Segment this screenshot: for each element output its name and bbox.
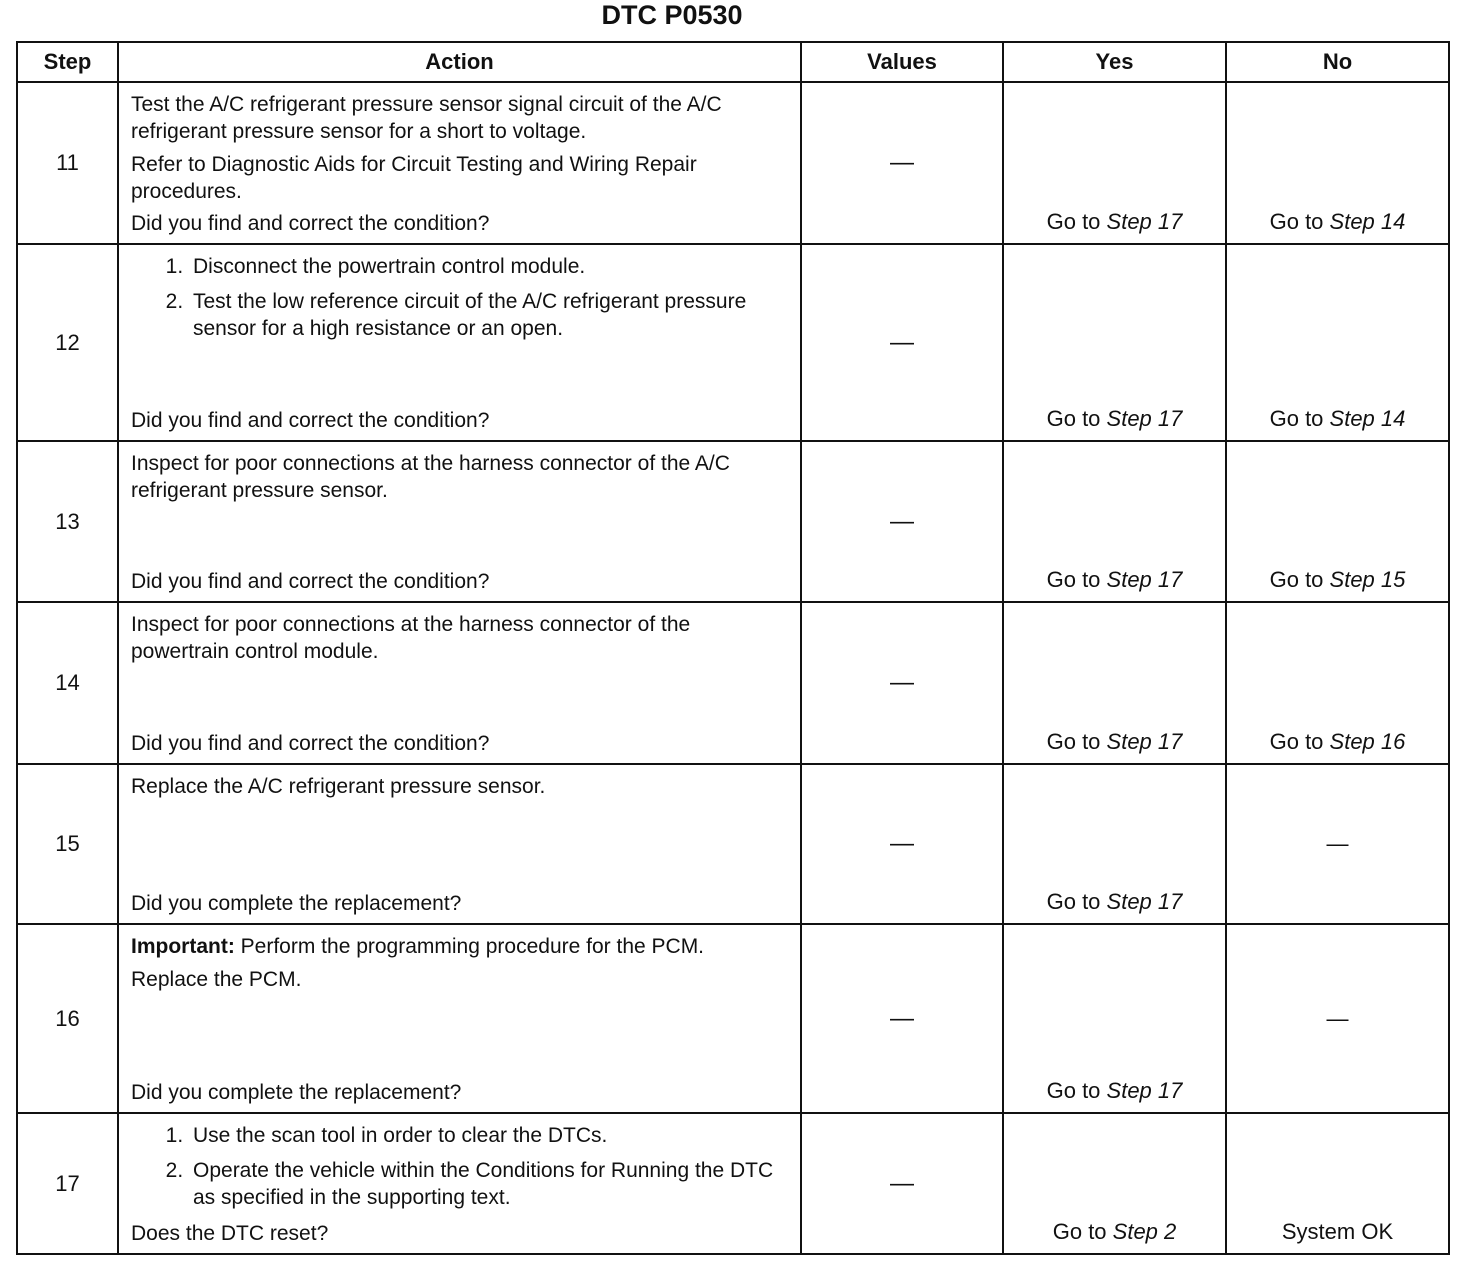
page-title: DTC P0530	[601, 0, 743, 30]
step-cell: 11	[17, 82, 118, 244]
important-label: Important:	[131, 935, 235, 958]
action-body	[119, 245, 800, 342]
action-body	[119, 925, 800, 993]
action-question: Did you find and correct the condition?	[131, 212, 490, 235]
no-step-ref: Step 14	[1329, 209, 1406, 234]
no-prefix: Go to	[1269, 567, 1330, 592]
diagnostic-table	[16, 41, 1450, 1255]
values-cell: —	[801, 924, 1003, 1113]
action-cell	[118, 441, 801, 602]
step-cell: 17	[17, 1113, 118, 1254]
no-step-ref: Step 14	[1329, 406, 1406, 431]
table-body	[17, 82, 1449, 1254]
table-row	[17, 82, 1449, 244]
values-cell: —	[801, 244, 1003, 441]
action-cell	[118, 244, 801, 441]
values-cell: —	[801, 764, 1003, 924]
values-cell: —	[801, 82, 1003, 244]
action-cell	[118, 1113, 801, 1254]
step-cell: 14	[17, 602, 118, 764]
no-cell	[1226, 244, 1449, 441]
action-question: Does the DTC reset?	[131, 1222, 329, 1245]
action-cell	[118, 924, 801, 1113]
action-cell	[118, 602, 801, 764]
action-text: Inspect for poor connections at the harness connector of the A/C refrigerant pressure sensor.	[131, 452, 730, 502]
no-cell: —	[1226, 924, 1449, 1113]
yes-cell	[1003, 441, 1226, 602]
no-cell	[1226, 82, 1449, 244]
header-row	[17, 42, 1449, 82]
no-cell: System OK	[1226, 1113, 1449, 1254]
step-header: Step	[17, 42, 118, 82]
action-step-item: 2. Operate the vehicle within the Conditions for Running the DTC as specified in the supporting text.	[189, 1157, 782, 1211]
step-cell: 12	[17, 244, 118, 441]
yes-cell	[1003, 924, 1226, 1113]
step-cell: 16	[17, 924, 118, 1113]
action-text: Inspect for poor connections at the harness connector of the powertrain control module.	[131, 613, 691, 663]
action-header: Action	[118, 42, 801, 82]
yes-step-ref: Step 2	[1112, 1219, 1177, 1244]
table-row	[17, 244, 1449, 441]
action-step-item: 2. Test the low reference circuit of the A/C refrigerant pressure sensor for a high resistance or an open.	[189, 288, 782, 342]
no-prefix: Go to	[1269, 209, 1330, 234]
action-steps-list	[131, 1122, 782, 1211]
yes-header: Yes	[1003, 42, 1226, 82]
yes-cell	[1003, 602, 1226, 764]
yes-cell	[1003, 1113, 1226, 1254]
action-body	[119, 83, 800, 205]
no-step-ref: Step 15	[1329, 567, 1406, 592]
yes-cell	[1003, 764, 1226, 924]
yes-cell	[1003, 82, 1226, 244]
step-cell: 15	[17, 764, 118, 924]
action-text: Test the A/C refrigerant pressure sensor signal circuit of the A/C refrigerant pressure sensor for a short to voltage.	[131, 93, 722, 143]
yes-step-ref: Step 17	[1106, 729, 1183, 754]
yes-cell	[1003, 244, 1226, 441]
action-steps-list	[131, 253, 782, 342]
action-question: Did you complete the replacement?	[131, 892, 462, 915]
no-cell	[1226, 602, 1449, 764]
values-cell: —	[801, 441, 1003, 602]
no-cell: —	[1226, 764, 1449, 924]
yes-step-ref: Step 17	[1106, 567, 1183, 592]
action-question: Did you find and correct the condition?	[131, 570, 490, 593]
values-cell: —	[801, 602, 1003, 764]
important-text: Perform the programming procedure for the PCM.	[234, 935, 705, 958]
action-body	[119, 442, 800, 504]
yes-prefix: Go to	[1046, 729, 1107, 754]
action-text: Replace the A/C refrigerant pressure sensor.	[131, 775, 546, 798]
yes-prefix: Go to	[1046, 1078, 1107, 1103]
action-question: Did you complete the replacement?	[131, 1081, 462, 1104]
table-row	[17, 764, 1449, 924]
action-cell	[118, 82, 801, 244]
action-cell	[118, 764, 801, 924]
step-cell: 13	[17, 441, 118, 602]
action-step-item: 1. Use the scan tool in order to clear the DTCs.	[189, 1122, 782, 1149]
yes-step-ref: Step 17	[1106, 209, 1183, 234]
yes-prefix: Go to	[1046, 567, 1107, 592]
action-body	[119, 603, 800, 665]
action-step-item: 1. Disconnect the powertrain control module.	[189, 253, 782, 280]
table-row	[17, 924, 1449, 1113]
yes-step-ref: Step 17	[1106, 406, 1183, 431]
yes-step-ref: Step 17	[1106, 1078, 1183, 1103]
yes-prefix: Go to	[1052, 1219, 1113, 1244]
yes-prefix: Go to	[1046, 889, 1107, 914]
action-body	[119, 1114, 800, 1211]
table-row	[17, 441, 1449, 602]
action-question: Did you find and correct the condition?	[131, 732, 490, 755]
action-text: Refer to Diagnostic Aids for Circuit Testing and Wiring Repair procedures.	[131, 153, 697, 203]
action-body	[119, 765, 800, 800]
no-step-ref: Step 16	[1329, 729, 1406, 754]
action-question: Did you find and correct the condition?	[131, 409, 490, 432]
values-cell: —	[801, 1113, 1003, 1254]
values-header: Values	[801, 42, 1003, 82]
table-row	[17, 1113, 1449, 1254]
yes-prefix: Go to	[1046, 209, 1107, 234]
yes-step-ref: Step 17	[1106, 889, 1183, 914]
no-header: No	[1226, 42, 1449, 82]
no-cell	[1226, 441, 1449, 602]
no-prefix: Go to	[1269, 406, 1330, 431]
action-text: Replace the PCM.	[131, 968, 302, 991]
no-prefix: Go to	[1269, 729, 1330, 754]
table-row	[17, 602, 1449, 764]
important-note	[131, 933, 782, 960]
yes-prefix: Go to	[1046, 406, 1107, 431]
